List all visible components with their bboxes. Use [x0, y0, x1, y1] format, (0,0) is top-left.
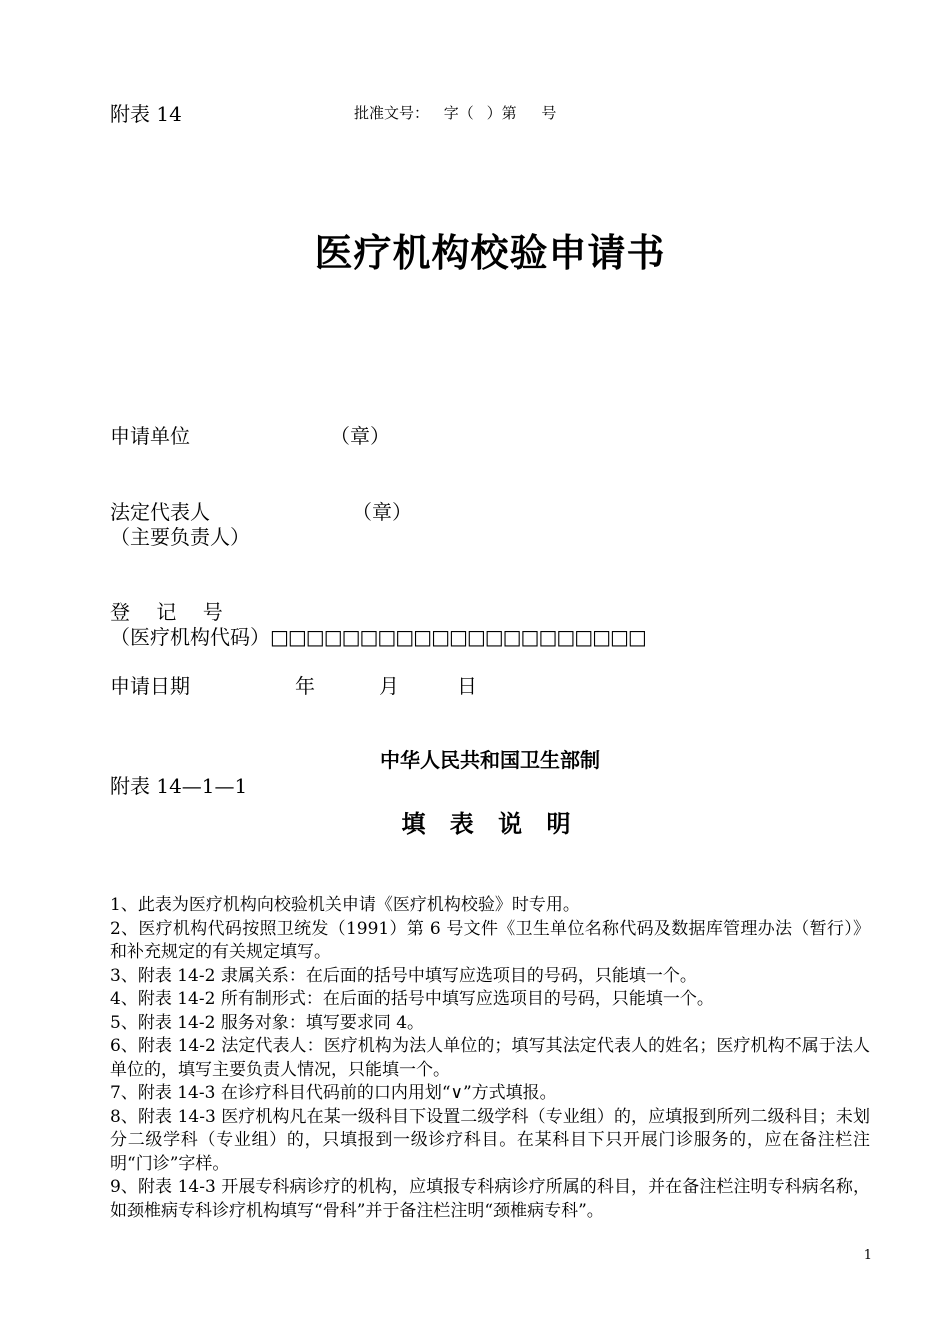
instructions-title: 填 表 说 明 — [401, 810, 579, 838]
instruction-item: 7、附表 14-3 在诊疗科目代码前的口内用划“∨”方式填报。 — [110, 1083, 557, 1103]
date-day: 日 — [457, 674, 477, 698]
date-year: 年 — [295, 674, 315, 698]
page-title: 医疗机构校验申请书 — [314, 231, 666, 275]
reg-code-row — [110, 621, 646, 650]
legal-rep-label: 法定代表人 — [110, 500, 210, 524]
date-label: 申请日期 — [110, 674, 190, 698]
instruction-item: 5、附表 14-2 服务对象：填写要求同 4。 — [110, 1012, 425, 1033]
legal-rep-seal: （章） — [352, 500, 412, 524]
instruction-item: 9、附表 14-3 开展专科病诊疗的机构，应填报专科病诊疗所属的科目，并在备注栏注明专科病名称，如颈椎病专科诊疗机构填写“骨科”并于备注栏注明“颈椎病专科”。 — [110, 1177, 870, 1221]
page-number: 1 — [863, 1248, 872, 1263]
approval-zi: 字（ — [443, 104, 474, 122]
instruction-item: 2、医疗机构代码按照卫统发（1991）第 6 号文件《卫生单位名称代码及数据库管理办法（暂行）》和补充规定的有关规定填写。 — [110, 918, 870, 962]
approval-paren: ）第 — [486, 104, 517, 122]
instruction-item: 4、附表 14-2 所有制形式：在后面的括号中填写应选项目的号码，只能填一个。 — [110, 989, 714, 1009]
instruction-item: 8、附表 14-3 医疗机构凡在某一级科目下设置二级学科（专业组）的，应填报到所列二级科目；未划分二级学科（专业组）的，只填报到一级诊疗科目。在某科目下只开展门诊服务的，应在备注栏注明“门诊”字样。 — [110, 1106, 870, 1174]
issuer: 中华人民共和国卫生部制 — [380, 748, 600, 772]
approval-number — [354, 102, 556, 123]
instruction-item: 6、附表 14-2 法定代表人：医疗机构为法人单位的；填写其法定代表人的姓名；医疗机构不属于法人单位的，填写主要负责人情况，只能填一个。 — [110, 1036, 870, 1080]
approval-hao: 号 — [541, 104, 557, 122]
reg-code-boxes: □□□□□□□□□□□□□□□□□□□□□ — [270, 625, 646, 649]
instruction-item: 1、此表为医疗机构向校验机关申请《医疗机构校验》时专用。 — [110, 895, 580, 915]
instructions-list — [110, 894, 870, 1223]
applicant-label: 申请单位 — [110, 424, 190, 448]
approval-label: 批准文号： — [354, 104, 430, 122]
reg-no-label: 登 记 号 — [110, 600, 223, 624]
appendix-label: 附表 14 — [110, 102, 182, 126]
appendix-sub-label: 附表 14—1—1 — [110, 774, 248, 798]
applicant-seal: （章） — [330, 424, 390, 448]
reg-code-label: （医疗机构代码） — [110, 625, 270, 649]
instruction-item: 3、附表 14-2 隶属关系：在后面的括号中填写应选项目的号码，只能填一个。 — [110, 965, 697, 986]
date-month: 月 — [379, 674, 399, 698]
legal-rep-note: （主要负责人） — [110, 525, 250, 549]
